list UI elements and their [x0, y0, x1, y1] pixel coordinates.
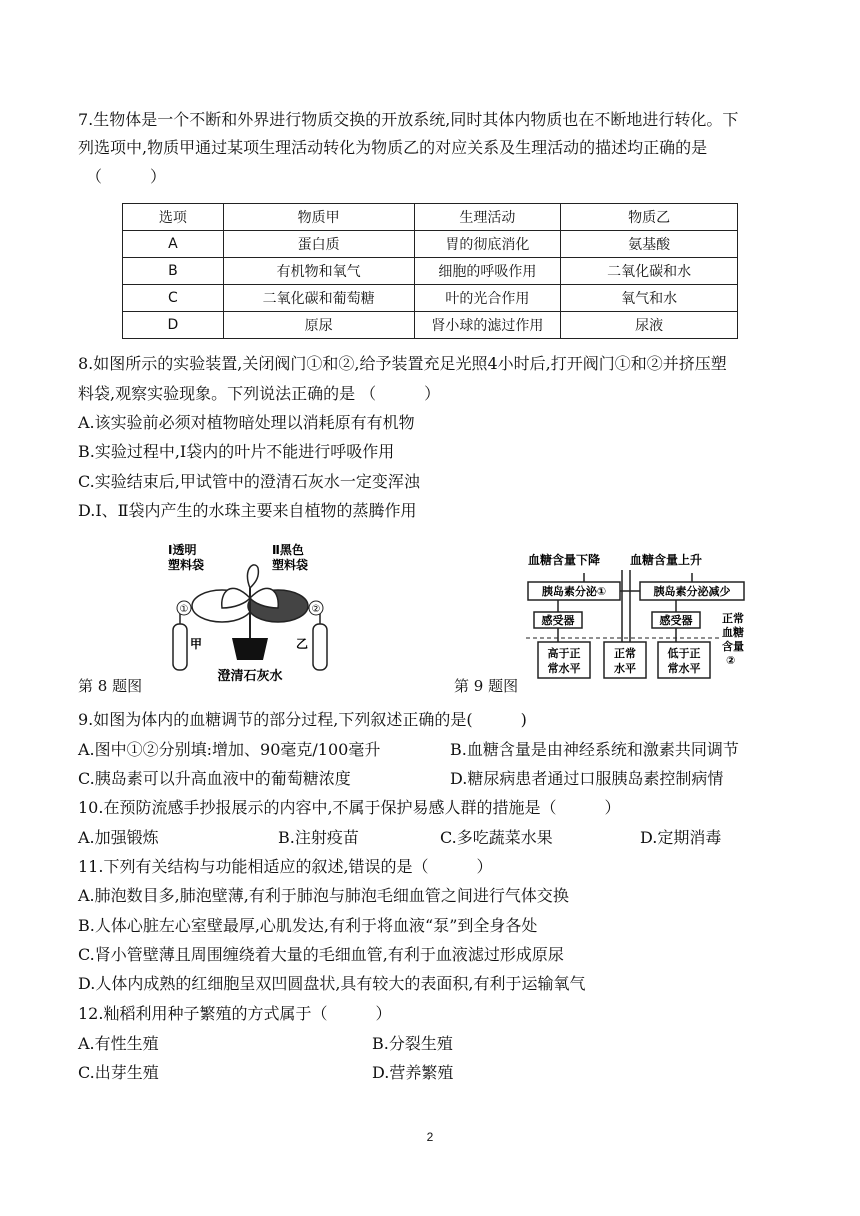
- q12-option-b: B.分裂生殖: [372, 1034, 453, 1053]
- flower-pot: [232, 638, 268, 660]
- table-header-row: [123, 204, 738, 231]
- below-normal-label-2: 常水平: [667, 662, 701, 675]
- limewater-label: 澄清石灰水: [217, 669, 283, 684]
- table-cell: 蛋白质: [223, 231, 414, 258]
- table-row: [123, 231, 738, 258]
- side-label-2: 血糖: [722, 626, 744, 639]
- sensor-right-label: 感受器: [659, 614, 693, 627]
- leaf-icon: [222, 588, 250, 608]
- figure-9-caption: 第 9 题图: [454, 677, 519, 695]
- q11-option-d: D.人体内成熟的红细胞呈双凹圆盘状,具有较大的表面积,有利于运输氧气: [78, 974, 586, 993]
- table-header: 物质乙: [561, 204, 738, 231]
- normal-label-2: 水平: [614, 662, 636, 675]
- q11-option-c: C.肾小管壁薄且周围缠绕着大量的毛细血管,有利于血液滤过形成原尿: [78, 945, 564, 964]
- normal-label-1: 正常: [614, 647, 636, 660]
- valve-1-label: ①: [179, 604, 189, 615]
- tube-jia-label: 甲: [190, 637, 203, 651]
- q12-option-a: A.有性生殖: [78, 1034, 159, 1053]
- q11-option-a: A.肺泡数目多,肺泡壁薄,有利于肺泡与肺泡毛细血管之间进行气体交换: [78, 886, 569, 905]
- q7-stem-line2: 列选项中,物质甲通过某项生理活动转化为物质乙的对应关系及生理活动的描述均正确的是: [78, 138, 708, 157]
- q7-table: [122, 203, 738, 339]
- q8-option-d: D.Ⅰ、Ⅱ袋内产生的水珠主要来自植物的蒸腾作用: [78, 501, 417, 520]
- valve-2-label: ②: [311, 604, 321, 615]
- q8-stem-line1: 8.如图所示的实验装置,关闭阀门①和②,给予装置充足光照4小时后,打开阀门①和②并挤压塑: [78, 354, 727, 373]
- table-header: 物质甲: [223, 204, 414, 231]
- figure-9: [522, 548, 754, 688]
- q9-option-b: B.血糖含量是由神经系统和激素共同调节: [450, 740, 739, 759]
- table-cell: 胃的彻底消化: [414, 231, 561, 258]
- table-cell: 氧气和水: [561, 285, 738, 312]
- q12-option-d: D.营养繁殖: [372, 1063, 454, 1082]
- bag1-label-line1: Ⅰ透明: [168, 543, 197, 557]
- test-tube-yi: [313, 624, 327, 670]
- table-cell: A: [123, 231, 224, 258]
- q12-option-c: C.出芽生殖: [78, 1063, 159, 1082]
- bag2-label-line2: 塑料袋: [272, 558, 309, 572]
- q10-option-d: D.定期消毒: [640, 828, 722, 847]
- q7-answer-blank: （ ）: [86, 167, 167, 186]
- test-tube-jia: [173, 624, 187, 670]
- label-glucose-up: 血糖含量上升: [630, 553, 703, 567]
- q9-option-a: A.图中①②分别填:增加、90毫克/100毫升: [78, 740, 381, 759]
- table-row: [123, 258, 738, 285]
- table-cell: 细胞的呼吸作用: [414, 258, 561, 285]
- side-label-3: 含量: [722, 640, 744, 653]
- q12-stem: 12.籼稻利用种子繁殖的方式属于（ ）: [78, 1004, 392, 1023]
- table-header: 生理活动: [414, 204, 561, 231]
- table-cell: 肾小球的滤过作用: [414, 312, 561, 339]
- q7-stem-line1: 7.生物体是一个不断和外界进行物质交换的开放系统,同时其体内物质也在不断地进行转化。下: [78, 110, 739, 129]
- q11-stem: 11.下列有关结构与功能相适应的叙述,错误的是（ ）: [78, 857, 493, 876]
- q9-option-c: C.胰岛素可以升高血液中的葡萄糖浓度: [78, 769, 351, 788]
- above-normal-label-1: 高于正: [547, 647, 581, 660]
- q11-option-b: B.人体心脏左心室壁最厚,心肌发达,有利于将血液“泵”到全身各处: [78, 916, 538, 935]
- table-cell: C: [123, 285, 224, 312]
- side-label-4: ②: [726, 654, 736, 667]
- table-cell: 原尿: [223, 312, 414, 339]
- above-normal-label-2: 常水平: [547, 662, 581, 675]
- below-normal-label-1: 低于正: [667, 647, 701, 660]
- center-channel: [622, 570, 630, 642]
- sensor-left-label: 感受器: [541, 614, 575, 627]
- table-cell: D: [123, 312, 224, 339]
- bag2-label-line1: Ⅱ黑色: [272, 543, 304, 557]
- table-row: [123, 285, 738, 312]
- table-cell: 氨基酸: [561, 231, 738, 258]
- table-cell: 叶的光合作用: [414, 285, 561, 312]
- tube-yi-label: 乙: [296, 637, 309, 651]
- table-cell: 二氧化碳和葡萄糖: [223, 285, 414, 312]
- figure-8-drawing: [160, 538, 340, 688]
- table-cell: 有机物和氧气: [223, 258, 414, 285]
- box-insulin-decrease-label: 胰岛素分泌减少: [653, 585, 731, 598]
- table-cell: 二氧化碳和水: [561, 258, 738, 285]
- q8-option-a: A.该实验前必须对植物暗处理以消耗原有有机物: [78, 413, 415, 432]
- q8-option-b: B.实验过程中,Ⅰ袋内的叶片不能进行呼吸作用: [78, 442, 395, 461]
- q10-option-c: C.多吃蔬菜水果: [440, 828, 553, 847]
- table-row: [123, 312, 738, 339]
- q8-stem-line2: 料袋,观察实验现象。下列说法正确的是 （ ）: [78, 384, 441, 403]
- leaf-icon: [247, 565, 258, 588]
- table-cell: 尿液: [561, 312, 738, 339]
- figure-9-drawing: [522, 548, 754, 688]
- side-label-1: 正常: [722, 612, 744, 625]
- label-glucose-down: 血糖含量下降: [528, 553, 601, 567]
- figure-8: [160, 538, 340, 688]
- q10-option-a: A.加强锻炼: [78, 828, 159, 847]
- table-cell: B: [123, 258, 224, 285]
- box-insulin-increase-label: 胰岛素分泌①: [541, 585, 607, 598]
- q10-option-b: B.注射疫苗: [278, 828, 359, 847]
- q9-stem: 9.如图为体内的血糖调节的部分过程,下列叙述正确的是( ): [78, 710, 527, 729]
- page-number: 2: [426, 1130, 434, 1144]
- q9-option-d: D.糖尿病患者通过口服胰岛素控制病情: [450, 769, 724, 788]
- bag1-label-line2: 塑料袋: [168, 558, 205, 572]
- figure-8-caption: 第 8 题图: [78, 677, 143, 695]
- q10-stem: 10.在预防流感手抄报展示的内容中,不属于保护易感人群的措施是（ ）: [78, 798, 621, 817]
- q8-option-c: C.实验结束后,甲试管中的澄清石灰水一定变浑浊: [78, 472, 420, 491]
- table-header: 选项: [123, 204, 224, 231]
